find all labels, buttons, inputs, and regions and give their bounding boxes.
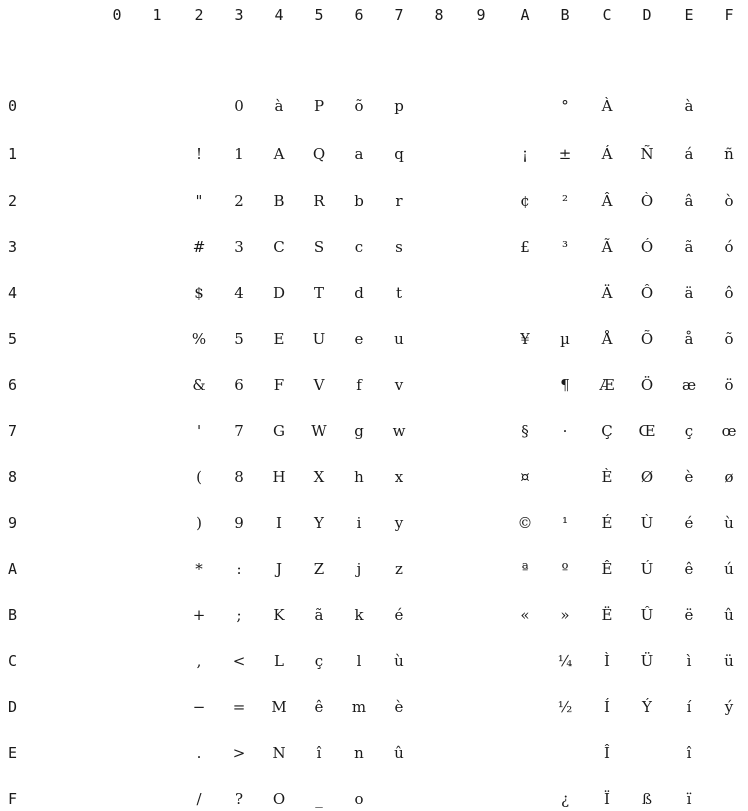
glyph-cell: ì bbox=[686, 652, 692, 670]
glyph-cell: Ï bbox=[604, 790, 610, 808]
glyph-cell: õ bbox=[354, 97, 364, 115]
glyph-cell: * bbox=[195, 560, 203, 578]
glyph-cell: ù bbox=[724, 514, 734, 532]
glyph-cell: œ bbox=[721, 422, 737, 440]
glyph-cell: È bbox=[601, 468, 613, 486]
glyph-cell: 3 bbox=[234, 238, 244, 256]
glyph-cell: b bbox=[354, 192, 364, 210]
glyph-cell: & bbox=[192, 376, 206, 394]
row-header: E bbox=[8, 744, 18, 762]
glyph-cell: Ô bbox=[640, 284, 654, 302]
row-header: D bbox=[8, 698, 18, 716]
glyph-cell: ô bbox=[724, 284, 734, 302]
column-header: 9 bbox=[476, 6, 486, 24]
glyph-cell: ¹ bbox=[561, 514, 568, 532]
glyph-cell: 5 bbox=[234, 330, 244, 348]
glyph-cell: ³ bbox=[561, 238, 568, 256]
glyph-cell: å bbox=[684, 330, 694, 348]
glyph-cell: Ü bbox=[640, 652, 654, 670]
glyph-cell: m bbox=[351, 698, 367, 716]
glyph-cell: Ý bbox=[642, 698, 652, 716]
glyph-cell: ( bbox=[196, 468, 202, 486]
row-header: 2 bbox=[8, 192, 18, 210]
glyph-cell: ¢ bbox=[520, 192, 530, 210]
column-header: 4 bbox=[274, 6, 284, 24]
glyph-cell: ? bbox=[234, 790, 244, 808]
glyph-cell: E bbox=[273, 330, 285, 348]
glyph-cell: x bbox=[394, 468, 404, 486]
glyph-cell: É bbox=[601, 514, 613, 532]
glyph-cell: − bbox=[192, 698, 206, 716]
glyph-cell: 4 bbox=[234, 284, 244, 302]
glyph-cell: ! bbox=[195, 145, 203, 163]
glyph-cell: V bbox=[313, 376, 325, 394]
glyph-cell: w bbox=[392, 422, 406, 440]
glyph-cell: < bbox=[232, 652, 246, 670]
glyph-cell: æ bbox=[681, 376, 697, 394]
glyph-cell: è bbox=[394, 698, 404, 716]
glyph-cell: I bbox=[276, 514, 282, 532]
row-header: 0 bbox=[8, 97, 18, 115]
row-header: 1 bbox=[8, 145, 18, 163]
glyph-cell: ± bbox=[558, 145, 572, 163]
glyph-cell: â bbox=[684, 192, 694, 210]
glyph-cell: ö bbox=[724, 376, 734, 394]
glyph-cell: ¡ bbox=[521, 145, 529, 163]
glyph-cell: B bbox=[273, 192, 285, 210]
glyph-cell: g bbox=[354, 422, 364, 440]
glyph-cell: Ö bbox=[640, 376, 654, 394]
glyph-cell: Û bbox=[640, 606, 654, 624]
glyph-cell: T bbox=[313, 284, 324, 302]
glyph-cell: ¤ bbox=[520, 468, 530, 486]
glyph-cell: ø bbox=[724, 468, 734, 486]
glyph-cell: h bbox=[354, 468, 364, 486]
column-header: F bbox=[724, 6, 734, 24]
row-header: 6 bbox=[8, 376, 18, 394]
glyph-cell: d bbox=[354, 284, 364, 302]
glyph-cell: C bbox=[273, 238, 285, 256]
glyph-cell: Ñ bbox=[640, 145, 654, 163]
glyph-cell: Y bbox=[314, 514, 324, 532]
row-header: 4 bbox=[8, 284, 18, 302]
glyph-cell: z bbox=[395, 560, 403, 578]
glyph-cell: ç bbox=[684, 422, 694, 440]
glyph-cell: $ bbox=[194, 284, 204, 302]
glyph-cell: Ã bbox=[601, 238, 613, 256]
column-header: 5 bbox=[314, 6, 324, 24]
glyph-cell: ² bbox=[561, 192, 568, 210]
glyph-cell: / bbox=[196, 790, 202, 808]
glyph-cell: Ç bbox=[601, 422, 613, 440]
glyph-cell: Ë bbox=[601, 606, 613, 624]
column-header: 7 bbox=[394, 6, 404, 24]
glyph-cell: Í bbox=[604, 698, 610, 716]
row-header: 8 bbox=[8, 468, 18, 486]
column-header: E bbox=[684, 6, 694, 24]
glyph-cell: > bbox=[232, 744, 246, 762]
glyph-cell: ë bbox=[684, 606, 694, 624]
glyph-cell: i bbox=[356, 514, 362, 532]
glyph-cell: ' bbox=[196, 422, 202, 440]
glyph-cell: Õ bbox=[640, 330, 654, 348]
glyph-cell: ½ bbox=[557, 698, 573, 716]
glyph-cell: Ä bbox=[601, 284, 613, 302]
glyph-cell: ¼ bbox=[557, 652, 573, 670]
row-header: C bbox=[8, 652, 18, 670]
glyph-cell: H bbox=[272, 468, 286, 486]
glyph-cell: à bbox=[684, 97, 694, 115]
glyph-cell: ã bbox=[314, 606, 324, 624]
glyph-cell: ó bbox=[724, 238, 734, 256]
glyph-cell: f bbox=[356, 376, 362, 394]
row-header: 5 bbox=[8, 330, 18, 348]
glyph-cell: K bbox=[273, 606, 285, 624]
glyph-cell: Ø bbox=[640, 468, 654, 486]
glyph-cell: û bbox=[394, 744, 404, 762]
glyph-cell: y bbox=[394, 514, 404, 532]
glyph-cell: ¿ bbox=[560, 790, 570, 808]
glyph-cell: £ bbox=[520, 238, 530, 256]
column-header: A bbox=[520, 6, 530, 24]
glyph-cell: õ bbox=[724, 330, 734, 348]
glyph-cell: á bbox=[684, 145, 694, 163]
glyph-cell: ç bbox=[314, 652, 324, 670]
glyph-cell: 9 bbox=[234, 514, 244, 532]
glyph-cell: S bbox=[313, 238, 325, 256]
column-header: D bbox=[642, 6, 652, 24]
row-header: 3 bbox=[8, 238, 18, 256]
glyph-cell: ü bbox=[724, 652, 734, 670]
glyph-cell: Q bbox=[312, 145, 326, 163]
glyph-cell: M bbox=[271, 698, 287, 716]
glyph-cell: U bbox=[312, 330, 326, 348]
column-header: 2 bbox=[194, 6, 204, 24]
glyph-cell: î bbox=[316, 744, 322, 762]
glyph-cell: + bbox=[192, 606, 206, 624]
glyph-cell: Ó bbox=[640, 238, 654, 256]
glyph-cell: 6 bbox=[234, 376, 244, 394]
glyph-cell: W bbox=[311, 422, 327, 440]
glyph-cell: X bbox=[313, 468, 325, 486]
glyph-cell: § bbox=[521, 422, 529, 440]
glyph-cell: ° bbox=[561, 97, 569, 115]
glyph-cell: Ì bbox=[604, 652, 610, 670]
glyph-cell: Ú bbox=[640, 560, 654, 578]
glyph-cell: à bbox=[274, 97, 284, 115]
glyph-cell: ú bbox=[724, 560, 734, 578]
glyph-cell: ò bbox=[724, 192, 734, 210]
row-header: 7 bbox=[8, 422, 18, 440]
glyph-cell: Œ bbox=[638, 422, 656, 440]
glyph-cell: µ bbox=[560, 330, 570, 348]
glyph-cell: « bbox=[520, 606, 530, 624]
glyph-cell: , bbox=[196, 652, 202, 670]
glyph-cell: # bbox=[192, 238, 206, 256]
glyph-cell: À bbox=[601, 97, 613, 115]
glyph-cell: » bbox=[560, 606, 570, 624]
column-header: 0 bbox=[112, 6, 122, 24]
glyph-cell: O bbox=[272, 790, 286, 808]
glyph-cell: 2 bbox=[234, 192, 244, 210]
glyph-cell: ï bbox=[686, 790, 692, 808]
glyph-cell: Z bbox=[313, 560, 325, 578]
glyph-cell: p bbox=[394, 97, 404, 115]
glyph-cell: Æ bbox=[599, 376, 615, 394]
glyph-cell: F bbox=[273, 376, 285, 394]
glyph-cell: é bbox=[394, 606, 404, 624]
column-header: 6 bbox=[354, 6, 364, 24]
glyph-cell: P bbox=[313, 97, 325, 115]
glyph-cell: ª bbox=[521, 560, 529, 578]
glyph-cell: Ù bbox=[640, 514, 654, 532]
glyph-cell: D bbox=[272, 284, 286, 302]
glyph-cell: q bbox=[394, 145, 404, 163]
glyph-cell: A bbox=[273, 145, 285, 163]
column-header: 3 bbox=[234, 6, 244, 24]
glyph-cell: v bbox=[394, 376, 404, 394]
glyph-cell: J bbox=[275, 560, 282, 578]
glyph-cell: e bbox=[354, 330, 364, 348]
glyph-cell: ; bbox=[236, 606, 242, 624]
glyph-cell: : bbox=[236, 560, 242, 578]
glyph-cell: a bbox=[354, 145, 364, 163]
glyph-cell: · bbox=[562, 422, 568, 440]
glyph-cell: è bbox=[684, 468, 694, 486]
glyph-cell: Î bbox=[604, 744, 610, 762]
row-header: 9 bbox=[8, 514, 18, 532]
column-header: B bbox=[560, 6, 570, 24]
glyph-cell: r bbox=[395, 192, 403, 210]
glyph-cell: " bbox=[195, 192, 203, 210]
glyph-cell: é bbox=[684, 514, 694, 532]
glyph-cell: 7 bbox=[234, 422, 244, 440]
glyph-cell: % bbox=[191, 330, 207, 348]
glyph-cell: o bbox=[354, 790, 364, 808]
column-header: 8 bbox=[434, 6, 444, 24]
glyph-cell: . bbox=[196, 744, 202, 762]
glyph-cell: Ê bbox=[601, 560, 613, 578]
glyph-cell: º bbox=[561, 560, 569, 578]
glyph-cell: G bbox=[273, 422, 285, 440]
glyph-cell: u bbox=[394, 330, 404, 348]
glyph-cell: ê bbox=[314, 698, 324, 716]
glyph-cell: t bbox=[395, 284, 403, 302]
glyph-cell: Â bbox=[601, 192, 613, 210]
glyph-cell: ß bbox=[641, 790, 653, 808]
glyph-cell: = bbox=[232, 698, 246, 716]
glyph-cell: Á bbox=[601, 145, 613, 163]
glyph-cell: n bbox=[354, 744, 364, 762]
glyph-cell: ¥ bbox=[520, 330, 530, 348]
column-header: C bbox=[602, 6, 612, 24]
glyph-cell: î bbox=[686, 744, 692, 762]
glyph-cell: Å bbox=[601, 330, 613, 348]
glyph-cell: ) bbox=[196, 514, 202, 532]
glyph-cell: í bbox=[686, 698, 692, 716]
glyph-cell: © bbox=[517, 514, 533, 532]
glyph-cell: l bbox=[356, 652, 362, 670]
glyph-cell: ý bbox=[724, 698, 734, 716]
glyph-cell: ¶ bbox=[560, 376, 570, 394]
glyph-cell: 1 bbox=[234, 145, 244, 163]
glyph-cell: ù bbox=[394, 652, 404, 670]
glyph-cell: û bbox=[724, 606, 734, 624]
glyph-cell: k bbox=[354, 606, 364, 624]
row-header: F bbox=[8, 790, 18, 808]
row-header: B bbox=[8, 606, 18, 624]
glyph-cell: ñ bbox=[724, 145, 734, 163]
glyph-cell: 8 bbox=[234, 468, 244, 486]
glyph-cell: s bbox=[395, 238, 403, 256]
glyph-cell: j bbox=[356, 560, 362, 578]
glyph-cell: ã bbox=[684, 238, 694, 256]
glyph-cell: Ò bbox=[640, 192, 654, 210]
glyph-cell: ä bbox=[684, 284, 694, 302]
glyph-cell: N bbox=[272, 744, 286, 762]
glyph-cell: _ bbox=[315, 790, 323, 808]
glyph-cell: L bbox=[274, 652, 284, 670]
column-header: 1 bbox=[152, 6, 162, 24]
row-header: A bbox=[8, 560, 18, 578]
glyph-cell: R bbox=[313, 192, 325, 210]
glyph-cell: c bbox=[354, 238, 364, 256]
glyph-cell: 0 bbox=[234, 97, 244, 115]
glyph-cell: ê bbox=[684, 560, 694, 578]
